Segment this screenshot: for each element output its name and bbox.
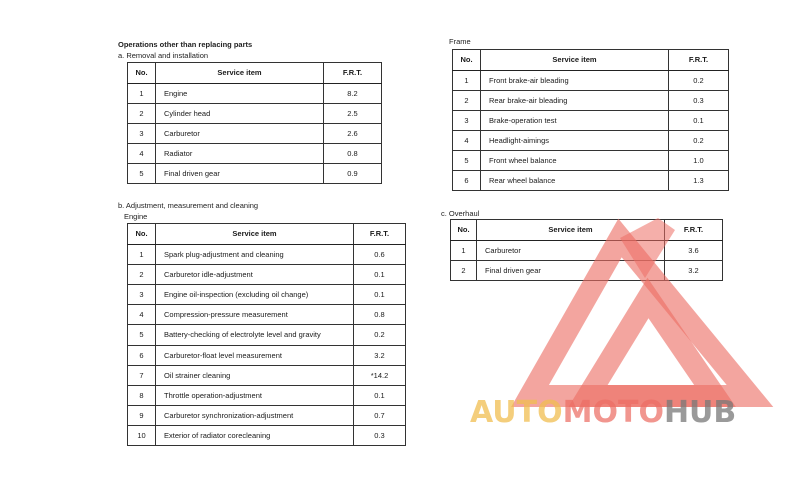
watermark-text [470,395,800,430]
row-no: 5 [128,164,156,184]
row-frt: 0.6 [354,245,406,265]
watermark-logo-icon [470,218,800,480]
table-row [453,71,729,91]
column-header-service-item: Service item [156,224,354,245]
row-frt: 0.1 [354,285,406,305]
column-header-frt: F.R.T. [669,50,729,71]
row-service-item: Carburetor [156,124,324,144]
column-header-frt: F.R.T. [665,220,723,241]
row-service-item: Exterior of radiator corecleaning [156,426,354,446]
row-frt: 1.0 [669,151,729,171]
watermark-text-moto: MOTO [562,395,664,430]
row-no: 4 [453,131,481,151]
row-no: 1 [451,241,477,261]
column-header-no: No. [451,220,477,241]
row-no: 7 [128,366,156,386]
column-header-frt: F.R.T. [354,224,406,245]
table-row [453,111,729,131]
row-service-item: Battery-checking of electrolyte level and gravity [156,325,354,346]
row-frt: 0.7 [354,406,406,426]
table-row [453,171,729,191]
column-header-frt: F.R.T. [324,63,382,84]
column-header-no: No. [128,224,156,245]
row-service-item: Front brake-air bleading [481,71,669,91]
table-row [128,366,406,386]
row-service-item: Spark plug-adjustment and cleaning [156,245,354,265]
section-b-title: b. Adjustment, measurement and cleaning [118,201,259,210]
frame-table [452,49,729,191]
table-row [128,426,406,446]
row-service-item: Cylinder head [156,104,324,124]
row-service-item: Carburetor [477,241,665,261]
row-no: 3 [128,285,156,305]
row-service-item: Carburetor synchronization-adjustment [156,406,354,426]
table-row [453,91,729,111]
row-no: 2 [451,261,477,281]
removal-installation-table [127,62,382,184]
row-no: 4 [128,144,156,164]
row-no: 1 [128,84,156,104]
row-frt: 3.6 [665,241,723,261]
watermark-text-hub: HUB [663,395,737,430]
row-no: 8 [128,386,156,406]
row-service-item: Engine [156,84,324,104]
row-service-item: Headlight-aimings [481,131,669,151]
column-header-service-item: Service item [156,63,324,84]
row-service-item: Brake-operation test [481,111,669,131]
row-frt: 0.9 [324,164,382,184]
row-frt: 2.5 [324,104,382,124]
row-frt: 8.2 [324,84,382,104]
table-row [453,151,729,171]
table-row [128,265,406,285]
row-service-item: Rear brake-air bleading [481,91,669,111]
table-header-row [128,224,406,245]
row-service-item: Radiator [156,144,324,164]
table-row [128,386,406,406]
row-service-item: Final driven gear [156,164,324,184]
table-row [128,144,382,164]
row-frt: 1.3 [669,171,729,191]
table-row [128,104,382,124]
row-frt: 0.1 [354,386,406,406]
row-frt: 0.2 [669,131,729,151]
row-frt: 0.3 [354,426,406,446]
row-no: 6 [128,346,156,366]
row-service-item: Compression-pressure measurement [156,305,354,325]
row-frt: 0.8 [324,144,382,164]
row-no: 6 [453,171,481,191]
row-frt: 0.1 [354,265,406,285]
section-a-title: a. Removal and installation [118,51,209,60]
row-frt: 0.2 [669,71,729,91]
row-service-item: Carburetor idle-adjustment [156,265,354,285]
row-no: 10 [128,426,156,446]
row-frt: 0.1 [669,111,729,131]
row-no: 2 [128,104,156,124]
table-row [128,245,406,265]
row-service-item: Engine oil-inspection (excluding oil change) [156,285,354,305]
row-no: 3 [453,111,481,131]
table-row [128,305,406,325]
table-row [128,164,382,184]
frame-title: Frame [449,37,471,46]
column-header-service-item: Service item [477,220,665,241]
watermark-text-auto: AUTO [470,395,563,430]
table-row [128,124,382,144]
table-header-row [453,50,729,71]
row-frt: 0.3 [669,91,729,111]
main-title: Operations other than replacing parts [118,40,253,49]
row-frt: 0.8 [354,305,406,325]
row-frt: 3.2 [665,261,723,281]
table-row [128,285,406,305]
column-header-no: No. [453,50,481,71]
row-no: 5 [453,151,481,171]
column-header-service-item: Service item [481,50,669,71]
row-no: 3 [128,124,156,144]
row-frt: 3.2 [354,346,406,366]
row-service-item: Carburetor-float level measurement [156,346,354,366]
row-service-item: Oil strainer cleaning [156,366,354,386]
table-row [128,406,406,426]
table-header-row [128,63,382,84]
row-no: 1 [453,71,481,91]
table-row [128,346,406,366]
table-row [453,131,729,151]
row-service-item: Rear wheel balance [481,171,669,191]
row-no: 9 [128,406,156,426]
row-service-item: Throttle operation-adjustment [156,386,354,406]
section-c-title: c. Overhaul [441,209,480,218]
table-row [128,325,406,346]
row-frt: 0.2 [354,325,406,346]
row-service-item: Final driven gear [477,261,665,281]
row-no: 4 [128,305,156,325]
row-service-item: Front wheel balance [481,151,669,171]
row-no: 2 [128,265,156,285]
row-no: 2 [453,91,481,111]
adjustment-measurement-cleaning-table [127,223,406,446]
table-row [128,84,382,104]
row-no: 5 [128,325,156,346]
row-frt: *14.2 [354,366,406,386]
row-frt: 2.6 [324,124,382,144]
section-b-subtitle: Engine [124,212,148,221]
column-header-no: No. [128,63,156,84]
row-no: 1 [128,245,156,265]
